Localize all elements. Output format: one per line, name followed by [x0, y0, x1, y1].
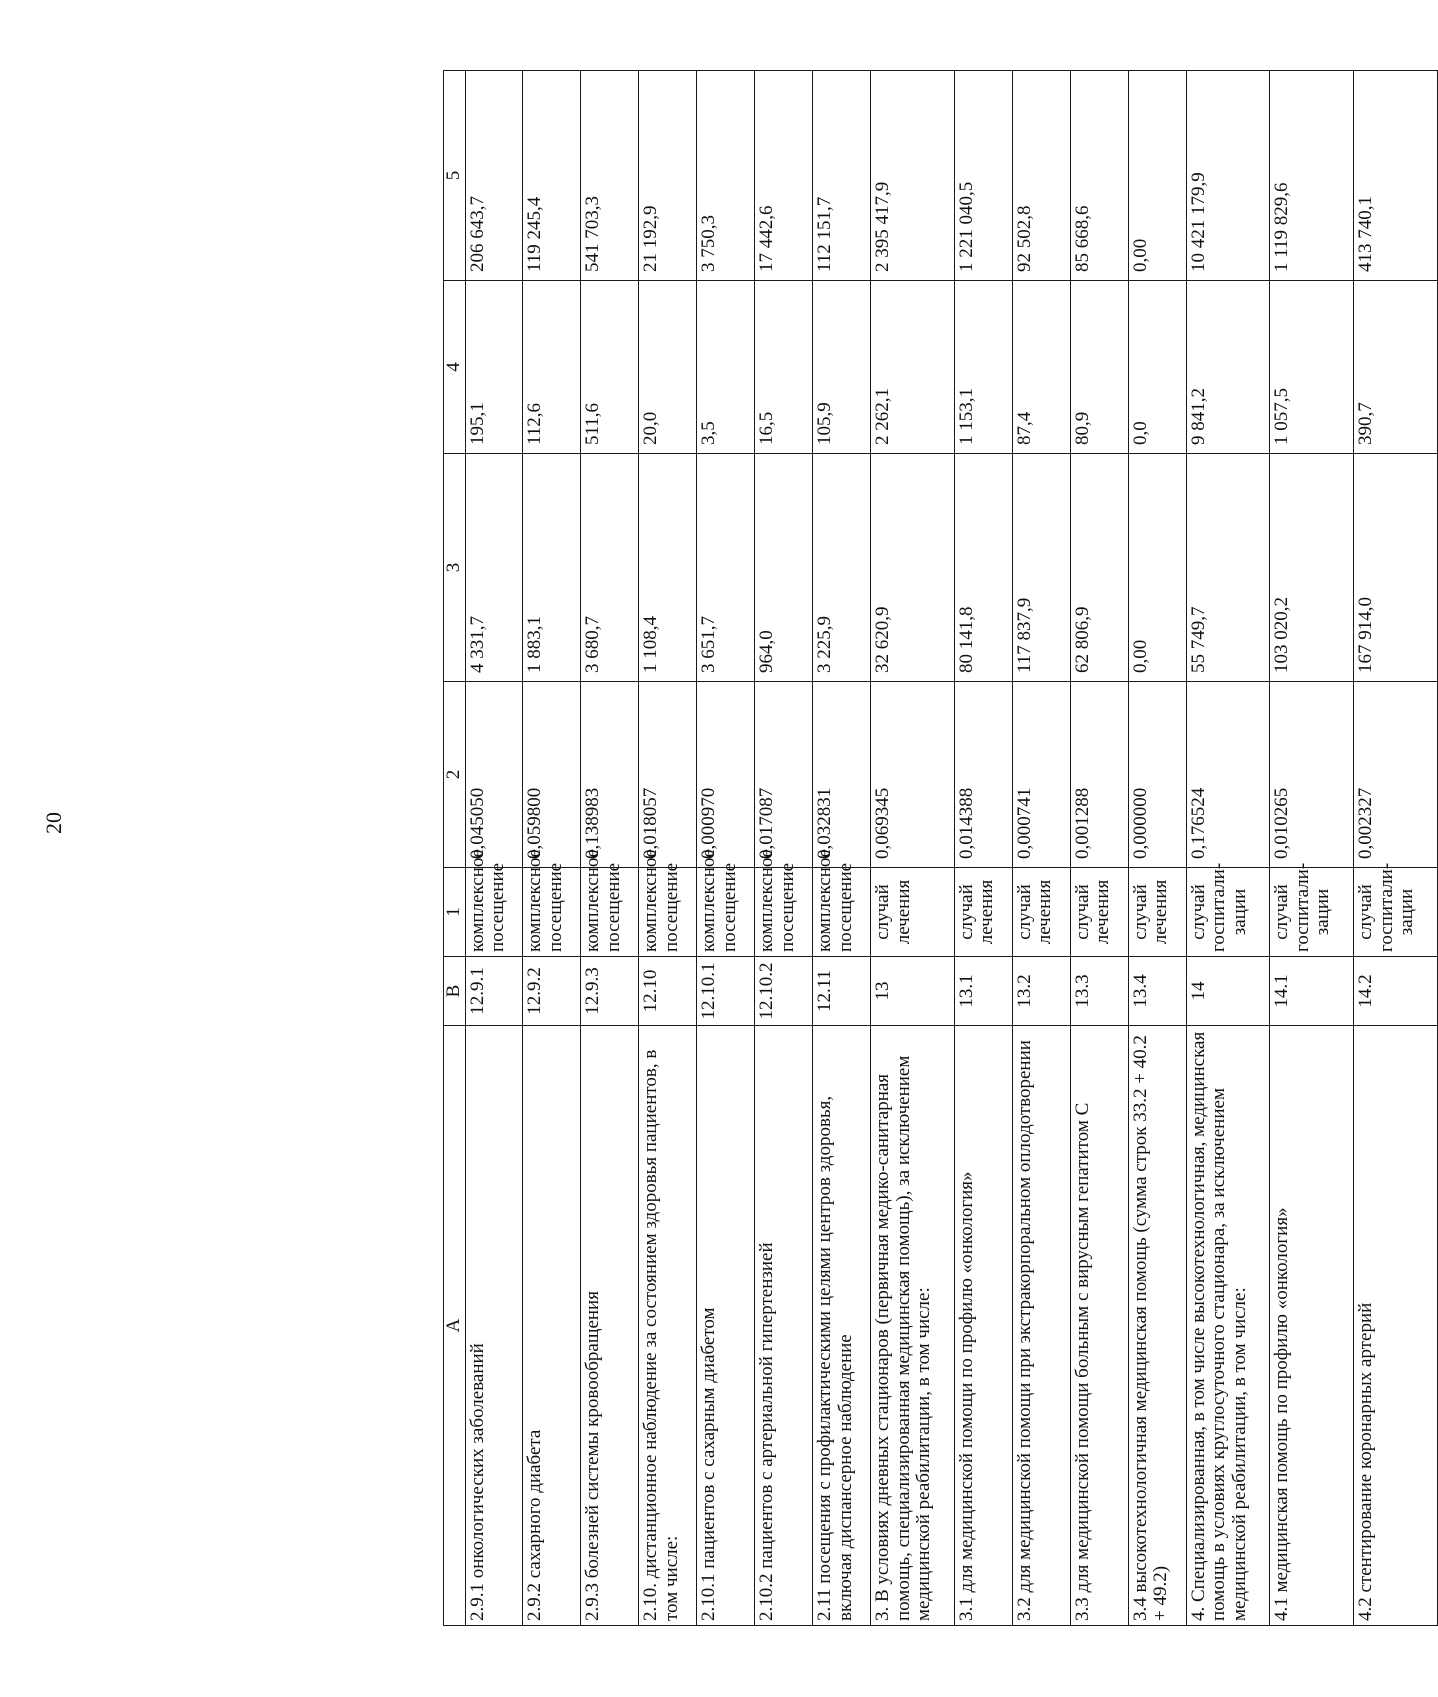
cell-name: 2.10.1 пациентов с сахарным диабетом [697, 1026, 755, 1626]
cell-col-4: 511,6 [581, 281, 639, 454]
cell-col-4: 3,5 [697, 281, 755, 454]
cell-unit: комплексное посещение [465, 868, 523, 957]
cell-col-2: 0,002327 [1354, 682, 1438, 868]
cell-col-2: 0,059800 [523, 682, 581, 868]
cell-col-5: 85 668,6 [1070, 71, 1128, 281]
header-col-b: B [444, 957, 466, 1026]
cell-row-code: 13.4 [1128, 957, 1186, 1026]
cell-unit: комплексное посещение [639, 868, 697, 957]
cell-name: 3.2 для медицинской помощи при экстракорпоральном оплодотворении [1012, 1026, 1070, 1626]
cell-unit: комплексное посещение [581, 868, 639, 957]
cell-col-2: 0,069345 [871, 682, 955, 868]
cell-name: 4.1 медицинская помощь по профилю «онкология» [1270, 1026, 1354, 1626]
table-row [581, 71, 639, 1626]
header-col-a: A [444, 1026, 466, 1626]
cell-unit: случай лечения [954, 868, 1012, 957]
table-row [1354, 71, 1438, 1626]
cell-col-5: 541 703,3 [581, 71, 639, 281]
table-row [755, 71, 813, 1626]
cell-col-5: 17 442,6 [755, 71, 813, 281]
cell-col-5: 3 750,3 [697, 71, 755, 281]
cell-row-code: 12.9.2 [523, 957, 581, 1026]
cell-name: 2.10. дистанционное наблюдение за состоянием здоровья пациентов, в том числе: [639, 1026, 697, 1626]
cell-col-3: 103 020,2 [1270, 454, 1354, 682]
table-row [523, 71, 581, 1626]
table-row [1270, 71, 1354, 1626]
cell-col-2: 0,138983 [581, 682, 639, 868]
cell-col-3: 117 837,9 [1012, 454, 1070, 682]
cell-col-5: 112 151,7 [813, 71, 871, 281]
cell-unit: случай госпитали-зации [1354, 868, 1438, 957]
cell-col-4: 112,6 [523, 281, 581, 454]
header-row [444, 71, 466, 1626]
header-col-1: 1 [444, 868, 466, 957]
cell-col-3: 964,0 [755, 454, 813, 682]
cell-row-code: 12.9.3 [581, 957, 639, 1026]
cell-col-5: 21 192,9 [639, 71, 697, 281]
cell-col-3: 0,00 [1128, 454, 1186, 682]
cell-col-2: 0,176524 [1186, 682, 1270, 868]
cell-col-2: 0,000000 [1128, 682, 1186, 868]
cell-col-3: 3 651,7 [697, 454, 755, 682]
cell-col-4: 105,9 [813, 281, 871, 454]
cell-col-4: 0,0 [1128, 281, 1186, 454]
table-row [639, 71, 697, 1626]
cell-col-2: 0,010265 [1270, 682, 1354, 868]
cell-name: 4.2 стентирование коронарных артерий [1354, 1026, 1438, 1626]
header-col-4: 4 [444, 281, 466, 454]
table-row [1012, 71, 1070, 1626]
cell-col-3: 3 225,9 [813, 454, 871, 682]
cell-unit: комплексное посещение [755, 868, 813, 957]
cell-row-code: 14.1 [1270, 957, 1354, 1026]
table-row [954, 71, 1012, 1626]
cell-col-2: 0,017087 [755, 682, 813, 868]
cell-name: 3. В условиях дневных стационаров (первичная медико-санитарная помощь, специализированная медицинская помощь), за исключением медицинской реабилитации, в том числе: [871, 1026, 955, 1626]
cell-col-5: 413 740,1 [1354, 71, 1438, 281]
header-col-2: 2 [444, 682, 466, 868]
cell-name: 2.9.2 сахарного диабета [523, 1026, 581, 1626]
cell-unit: случай лечения [1128, 868, 1186, 957]
cell-col-2: 0,001288 [1070, 682, 1128, 868]
cell-col-5: 2 395 417,9 [871, 71, 955, 281]
cell-col-5: 0,00 [1128, 71, 1186, 281]
table-row [1070, 71, 1128, 1626]
cell-name: 3.1 для медицинской помощи по профилю «онкология» [954, 1026, 1012, 1626]
page-number: 20 [41, 812, 66, 834]
cell-row-code: 14 [1186, 957, 1270, 1026]
cell-col-4: 2 262,1 [871, 281, 955, 454]
cell-col-2: 0,000970 [697, 682, 755, 868]
cell-unit: случай лечения [1012, 868, 1070, 957]
cell-row-code: 12.11 [813, 957, 871, 1026]
cell-col-2: 0,045050 [465, 682, 523, 868]
cell-col-4: 87,4 [1012, 281, 1070, 454]
cell-name: 2.11 посещения с профилактическими целями центров здоровья, включая диспансерное наблюдение [813, 1026, 871, 1626]
cell-col-3: 32 620,9 [871, 454, 955, 682]
cell-row-code: 12.10 [639, 957, 697, 1026]
cell-unit: случай госпитали-зации [1270, 868, 1354, 957]
cell-row-code: 12.10.2 [755, 957, 813, 1026]
cell-unit: случай лечения [871, 868, 955, 957]
cell-name: 4. Специализированная, в том числе высокотехнологичная, медицинская помощь в условиях круглосуточного стационара, за исключением медицинской реабилитации, в том числе: [1186, 1026, 1270, 1626]
cell-col-4: 20,0 [639, 281, 697, 454]
cell-col-5: 206 643,7 [465, 71, 523, 281]
header-col-3: 3 [444, 454, 466, 682]
table-row [465, 71, 523, 1626]
table-header [444, 71, 466, 1626]
cell-row-code: 13 [871, 957, 955, 1026]
cell-col-5: 92 502,8 [1012, 71, 1070, 281]
cell-name: 3.4 высокотехнологичная медицинская помощь (сумма строк 33.2 + 40.2 + 49.2) [1128, 1026, 1186, 1626]
cell-name: 2.9.1 онкологических заболеваний [465, 1026, 523, 1626]
cell-name: 2.9.3 болезней системы кровообращения [581, 1026, 639, 1626]
table-row [1128, 71, 1186, 1626]
cell-name: 3.3 для медицинской помощи больным с вирусным гепатитом С [1070, 1026, 1128, 1626]
table-body [465, 71, 1437, 1626]
table-row [697, 71, 755, 1626]
table-row [1186, 71, 1270, 1626]
cell-col-5: 1 119 829,6 [1270, 71, 1354, 281]
cell-col-5: 10 421 179,9 [1186, 71, 1270, 281]
cell-col-4: 16,5 [755, 281, 813, 454]
cell-row-code: 12.10.1 [697, 957, 755, 1026]
cell-col-3: 3 680,7 [581, 454, 639, 682]
cell-unit: случай лечения [1070, 868, 1128, 957]
cell-unit: комплексное посещение [813, 868, 871, 957]
cell-col-2: 0,032831 [813, 682, 871, 868]
cell-col-3: 55 749,7 [1186, 454, 1270, 682]
cell-row-code: 13.3 [1070, 957, 1128, 1026]
data-table [443, 70, 1438, 1626]
cell-col-4: 1 153,1 [954, 281, 1012, 454]
cell-col-3: 62 806,9 [1070, 454, 1128, 682]
cell-col-5: 119 245,4 [523, 71, 581, 281]
cell-col-3: 80 141,8 [954, 454, 1012, 682]
cell-col-4: 390,7 [1354, 281, 1438, 454]
cell-col-2: 0,000741 [1012, 682, 1070, 868]
cell-col-4: 195,1 [465, 281, 523, 454]
cell-row-code: 13.1 [954, 957, 1012, 1026]
table-row [871, 71, 955, 1626]
cell-unit: случай госпитали-зации [1186, 868, 1270, 957]
cell-col-3: 4 331,7 [465, 454, 523, 682]
cell-col-4: 1 057,5 [1270, 281, 1354, 454]
cell-name: 2.10.2 пациентов с артериальной гипертензией [755, 1026, 813, 1626]
header-col-5: 5 [444, 71, 466, 281]
cell-col-2: 0,014388 [954, 682, 1012, 868]
cell-col-4: 80,9 [1070, 281, 1128, 454]
cell-col-5: 1 221 040,5 [954, 71, 1012, 281]
cell-unit: комплексное посещение [523, 868, 581, 957]
cell-col-3: 167 914,0 [1354, 454, 1438, 682]
cell-col-3: 1 883,1 [523, 454, 581, 682]
cell-row-code: 14.2 [1354, 957, 1438, 1026]
cell-row-code: 13.2 [1012, 957, 1070, 1026]
cell-col-2: 0,018057 [639, 682, 697, 868]
cell-col-3: 1 108,4 [639, 454, 697, 682]
cell-unit: комплексное посещение [697, 868, 755, 957]
cell-col-4: 9 841,2 [1186, 281, 1270, 454]
cell-row-code: 12.9.1 [465, 957, 523, 1026]
table-row [813, 71, 871, 1626]
table-container [443, 71, 1438, 1626]
